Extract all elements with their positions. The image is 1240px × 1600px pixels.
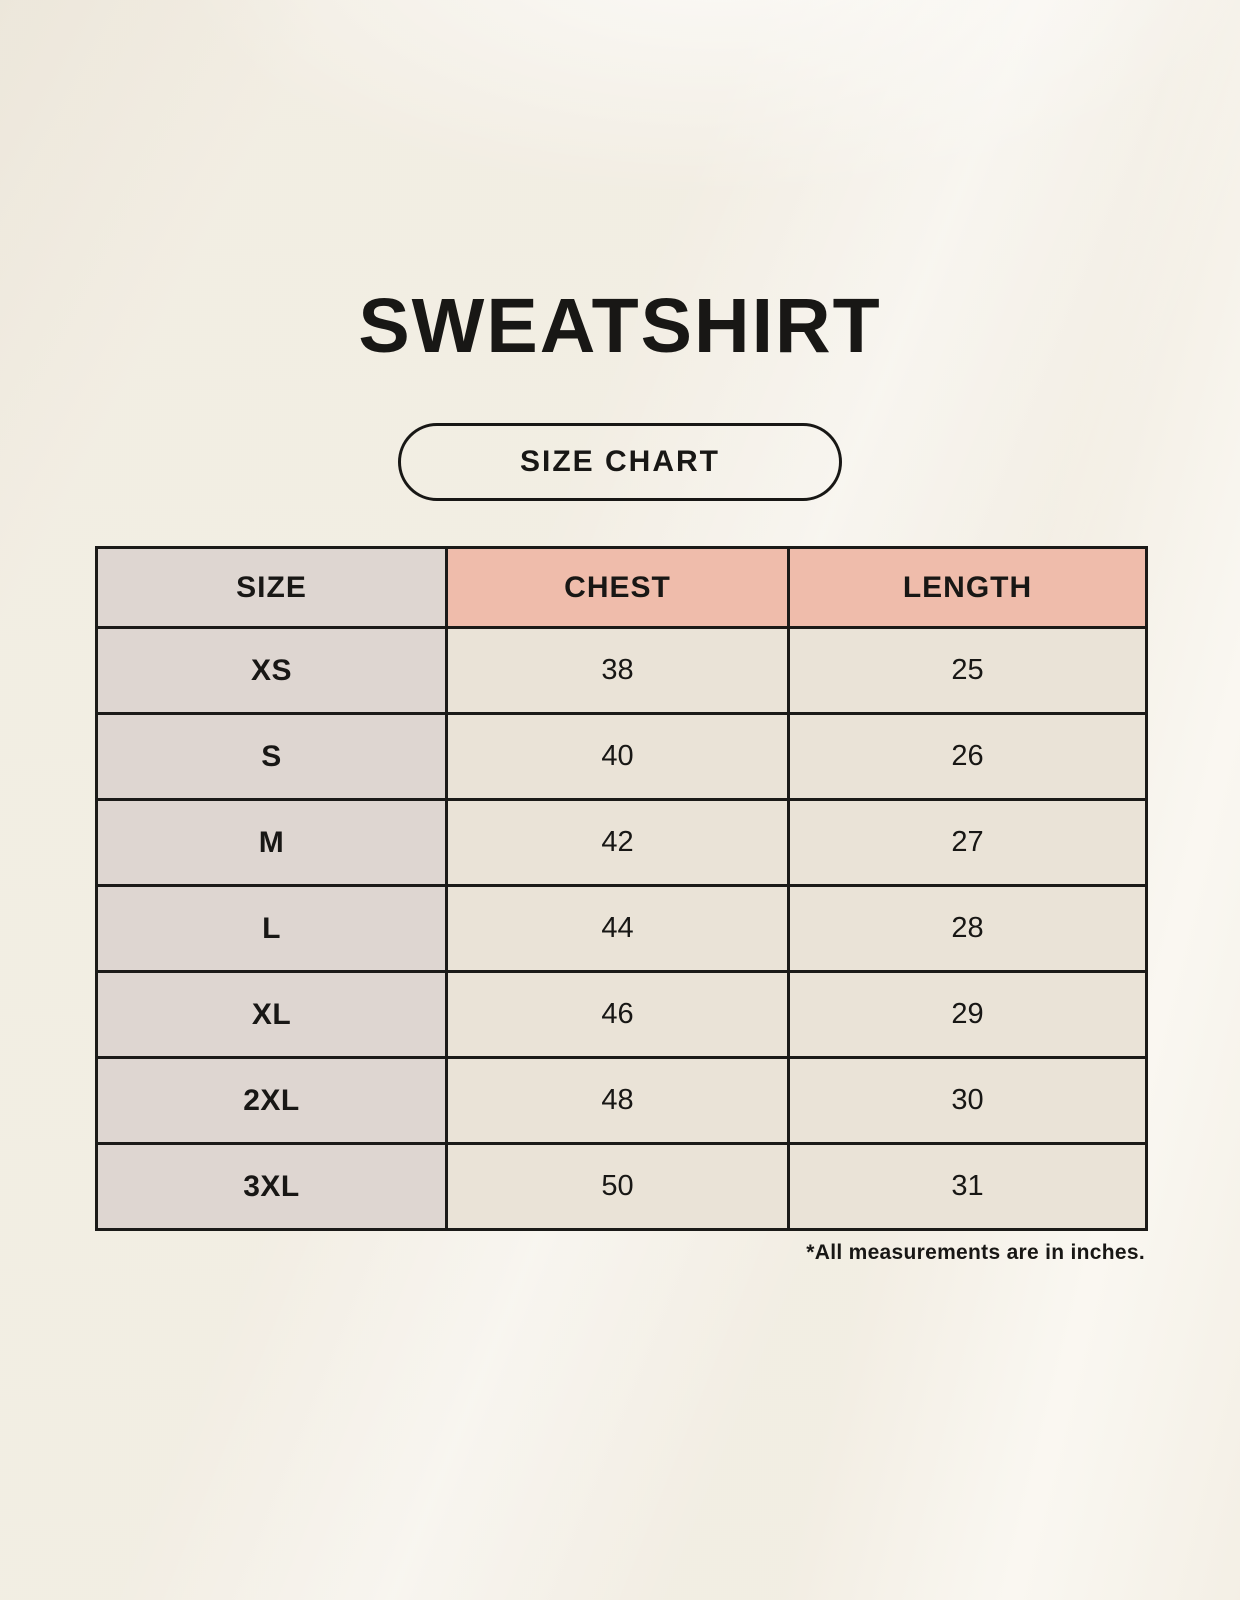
length-cell: 28 [789, 886, 1147, 972]
badge-container [0, 423, 1240, 501]
page-title: SWEATSHIRT [358, 283, 882, 369]
chest-cell: 48 [447, 1058, 789, 1144]
table-header [97, 548, 1147, 628]
size-cell: S [97, 714, 447, 800]
chest-cell: 50 [447, 1144, 789, 1230]
chest-cell: 40 [447, 714, 789, 800]
length-cell: 27 [789, 800, 1147, 886]
size-cell: L [97, 886, 447, 972]
size-chart-badge: SIZE CHART [398, 423, 842, 501]
chest-cell: 44 [447, 886, 789, 972]
size-chart-table [95, 546, 1148, 1231]
header-row [97, 548, 1147, 628]
table-row [97, 714, 1147, 800]
length-cell: 30 [789, 1058, 1147, 1144]
size-cell: 3XL [97, 1144, 447, 1230]
size-cell: M [97, 800, 447, 886]
length-cell: 26 [789, 714, 1147, 800]
column-header-size: SIZE [97, 548, 447, 628]
table-row [97, 628, 1147, 714]
size-chart-section [95, 546, 1145, 1231]
column-header-chest: CHEST [447, 548, 789, 628]
table-row [97, 886, 1147, 972]
chest-cell: 46 [447, 972, 789, 1058]
table-body [97, 628, 1147, 1230]
table-row [97, 1144, 1147, 1230]
chest-cell: 38 [447, 628, 789, 714]
size-cell: XL [97, 972, 447, 1058]
size-cell: 2XL [97, 1058, 447, 1144]
length-cell: 25 [789, 628, 1147, 714]
table-row [97, 1058, 1147, 1144]
length-cell: 31 [789, 1144, 1147, 1230]
table-row [97, 972, 1147, 1058]
table-row [97, 800, 1147, 886]
size-cell: XS [97, 628, 447, 714]
measurements-footnote: *All measurements are in inches. [806, 1241, 1145, 1264]
length-cell: 29 [789, 972, 1147, 1058]
column-header-length: LENGTH [789, 548, 1147, 628]
chest-cell: 42 [447, 800, 789, 886]
